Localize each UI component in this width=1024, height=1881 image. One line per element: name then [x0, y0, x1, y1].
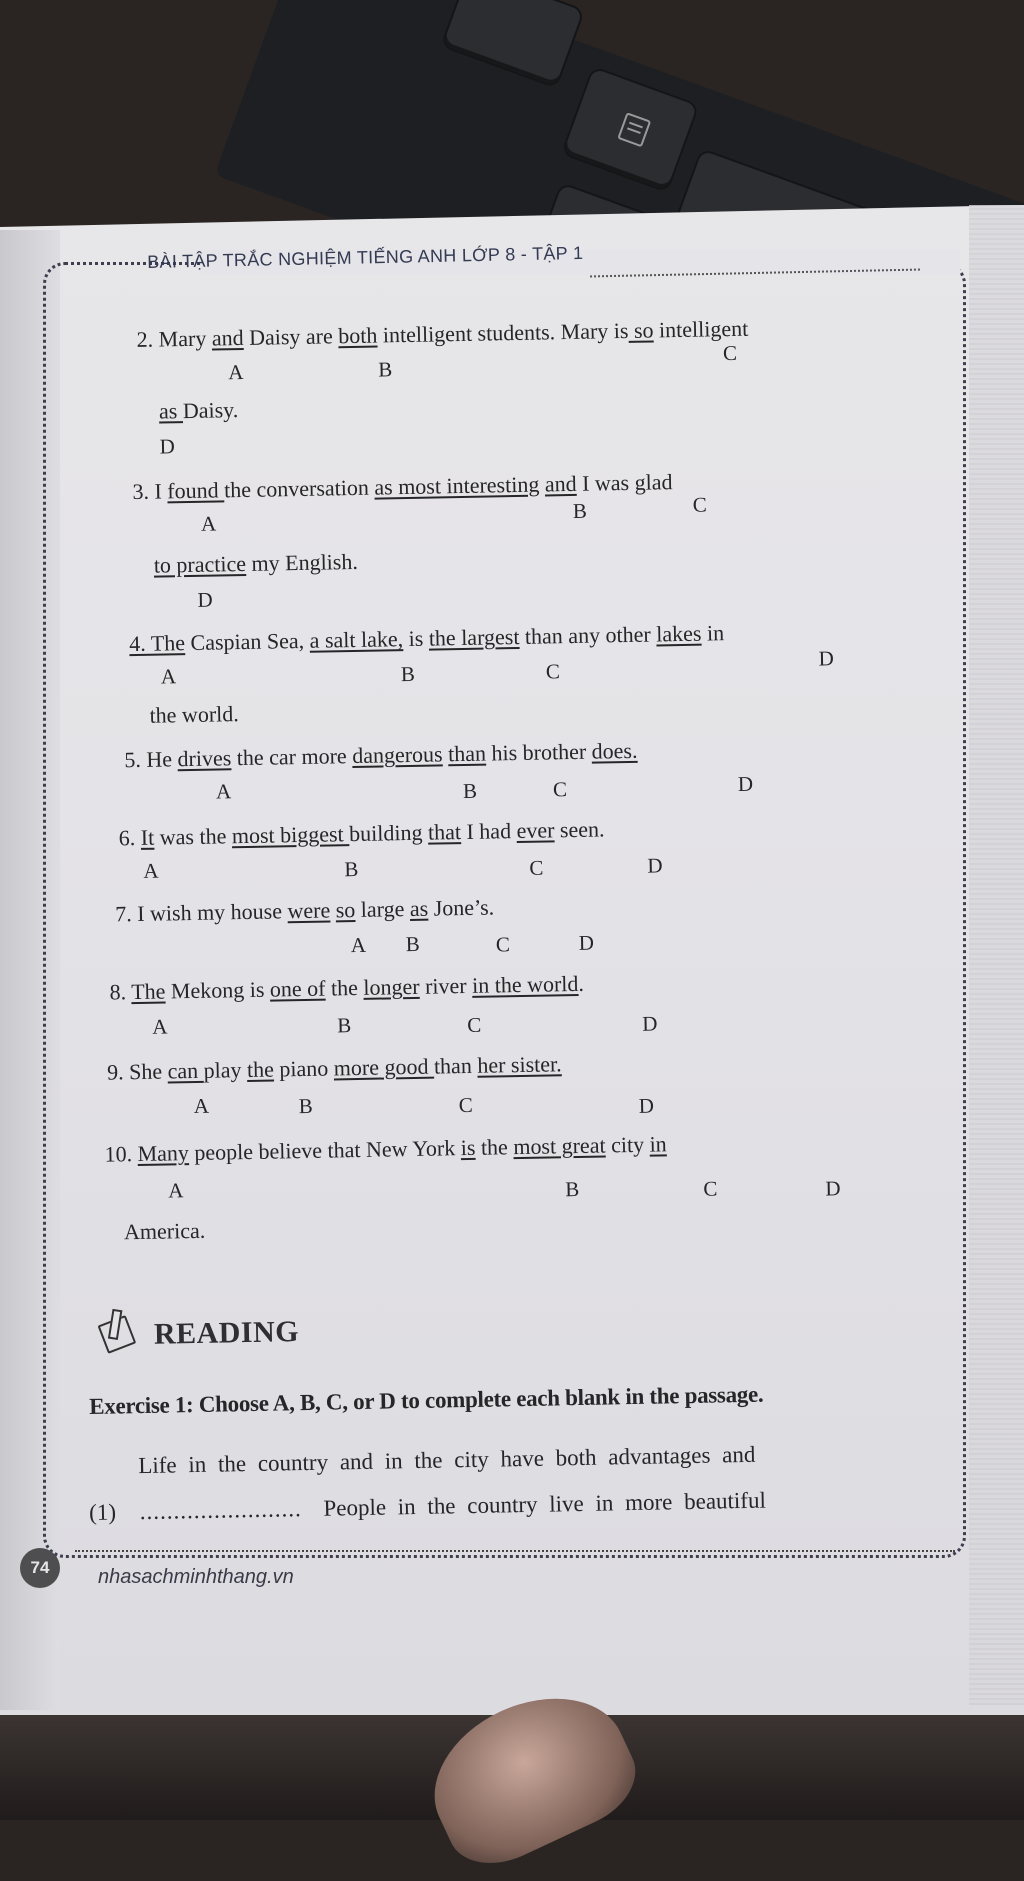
- question-10: [104, 1131, 667, 1167]
- q5-label-c: C: [552, 777, 568, 802]
- q4-label-a: A: [160, 664, 177, 689]
- q6-text: building: [348, 819, 429, 847]
- q9-option-b: the: [246, 1056, 275, 1083]
- q3-text: the conversation: [223, 474, 375, 503]
- q2-text: intelligent: [653, 315, 749, 343]
- q7-option-c: as: [409, 895, 429, 922]
- book-header: BÀI TẬP TRẮC NGHIỆM TIẾNG ANH LỚP 8 - TẬP 1: [147, 242, 584, 272]
- passage-line-1: Life in the country and in the city have both advantages and: [138, 1441, 756, 1479]
- q9-option-a: can: [167, 1057, 204, 1084]
- q4-option-d: lakes: [656, 620, 702, 647]
- blank-1: ........................: [139, 1496, 302, 1525]
- q2-text: Daisy are: [243, 323, 339, 350]
- q4-label-c: C: [545, 659, 561, 684]
- q3-text: my English.: [245, 548, 359, 576]
- q10-label-b: B: [565, 1176, 580, 1202]
- q7-text: Jone’s.: [427, 894, 495, 921]
- q4-text: the world.: [149, 701, 239, 728]
- q5-option-c: than: [447, 740, 487, 767]
- q8-option-a: The: [130, 978, 166, 1005]
- q2-option-c: so: [628, 317, 654, 343]
- q5-label-a: A: [215, 779, 232, 804]
- q4-text: in: [701, 620, 725, 646]
- q5-label-b: B: [462, 778, 478, 804]
- q3-option-b: as most interesting: [374, 471, 540, 500]
- q10-label-c: C: [703, 1176, 718, 1201]
- q2-label-a: A: [228, 359, 244, 385]
- q2-label-c: C: [722, 340, 738, 366]
- q8-label-a: A: [152, 1014, 168, 1039]
- q6-option-b: most biggest: [231, 821, 350, 849]
- q3-text: 3. I: [132, 478, 168, 505]
- q10-option-c: most great: [513, 1132, 606, 1160]
- q2-option-a: and: [211, 324, 244, 351]
- reading-heading: READING: [153, 1315, 300, 1351]
- exercise-1-instruction: Exercise 1: Choose A, B, C, or D to complete each blank in the passage.: [88, 1381, 764, 1419]
- q4-text: is: [402, 625, 430, 652]
- q3-label-d: D: [197, 587, 213, 612]
- q2-option-d: as: [158, 398, 184, 424]
- pencil-icon: [98, 1315, 137, 1354]
- question-6: [119, 816, 605, 851]
- q6-label-a: A: [143, 858, 159, 883]
- q8-text: 8.: [109, 979, 132, 1005]
- q3-option-a: found: [167, 477, 225, 504]
- q8-text: .: [578, 970, 585, 996]
- q5-option-a: drives: [177, 745, 232, 772]
- q3-text: I was glad: [576, 469, 673, 496]
- q7-option-a: were: [287, 897, 331, 924]
- q4-label-d: D: [818, 646, 835, 671]
- q5-text: the car more: [231, 743, 353, 771]
- q10-option-a: Many: [137, 1140, 190, 1167]
- q5-text: 5. He: [124, 746, 178, 773]
- q10-text: city: [605, 1131, 650, 1158]
- q3-label-a: A: [200, 511, 217, 536]
- q9-label-b: B: [298, 1093, 313, 1119]
- question-5: [124, 738, 638, 773]
- q10-option-d: in: [649, 1131, 667, 1157]
- passage-line-2: [89, 1488, 766, 1526]
- q3-label-c: C: [692, 492, 708, 517]
- q10-label-a: A: [168, 1178, 184, 1203]
- q7-option-b: so: [335, 897, 356, 923]
- q4-option-c: the largest: [428, 623, 520, 651]
- q8-label-d: D: [642, 1011, 658, 1036]
- q8-text: the: [325, 974, 364, 1001]
- q6-label-c: C: [529, 855, 544, 880]
- q2-label-b: B: [378, 357, 393, 382]
- page-number-badge: 74: [20, 1548, 60, 1588]
- footer-dotted-line: [75, 1550, 955, 1552]
- question-3-line-2: [154, 549, 359, 579]
- question-8: [109, 971, 584, 1006]
- q8-label-b: B: [337, 1013, 352, 1038]
- q9-text: than: [433, 1052, 478, 1079]
- q3-label-b: B: [572, 498, 588, 523]
- passage-text: People in the country live in more beautiful: [323, 1487, 767, 1521]
- q6-text: was the: [154, 823, 233, 850]
- q9-text: 9. She: [106, 1058, 168, 1085]
- q10-option-b: is: [460, 1134, 476, 1161]
- q9-option-d: her sister.: [477, 1051, 562, 1078]
- question-7: [115, 894, 494, 927]
- q6-text: 6.: [118, 824, 142, 851]
- q8-option-d: in the world: [471, 970, 579, 998]
- q9-option-c: more good: [333, 1053, 435, 1081]
- q7-label-c: C: [495, 932, 511, 957]
- q2-text: intelligent students. Mary is: [377, 317, 629, 348]
- q8-text: river: [419, 972, 473, 999]
- q4-text: Caspian Sea,: [184, 627, 310, 656]
- q3-option-d: to practice: [153, 550, 247, 578]
- blank-number: (1): [88, 1499, 117, 1525]
- q4-option-a: 4. The: [129, 630, 186, 657]
- q5-option-d: does.: [591, 737, 638, 764]
- q6-label-d: D: [647, 853, 663, 878]
- q3-option-c: and: [544, 470, 577, 497]
- q10-text: people believe that New York: [188, 1135, 461, 1166]
- q6-text: seen.: [554, 816, 605, 843]
- publisher-website: nhasachminhthang.vn: [98, 1566, 294, 1588]
- q6-option-d: ever: [516, 817, 555, 844]
- q4-label-b: B: [400, 661, 416, 687]
- q5-option-b: dangerous: [351, 741, 443, 769]
- q8-text: Mekong is: [165, 976, 271, 1004]
- q6-option-c: that: [427, 819, 462, 845]
- question-2: [136, 316, 748, 353]
- q9-label-a: A: [193, 1093, 210, 1119]
- q10-label-d: D: [825, 1176, 841, 1201]
- q6-text: I had: [460, 818, 517, 845]
- q10-text: 10.: [104, 1141, 138, 1167]
- q8-option-c: longer: [363, 973, 420, 1000]
- q7-label-d: D: [578, 930, 595, 955]
- q2-label-d: D: [159, 434, 176, 459]
- q9-label-c: C: [458, 1092, 473, 1118]
- q7-text: large: [355, 896, 411, 923]
- q9-text: piano: [273, 1055, 334, 1082]
- q9-text: play: [203, 1057, 248, 1083]
- q4-text: than any other: [519, 621, 657, 649]
- q2-text: Daisy.: [182, 397, 239, 424]
- q9-label-d: D: [638, 1093, 655, 1118]
- q4-option-b: a salt lake,: [309, 626, 404, 653]
- q8-option-b: one of: [269, 975, 326, 1002]
- question-9: [107, 1051, 562, 1085]
- q6-label-b: B: [344, 856, 359, 882]
- q5-label-d: D: [737, 771, 754, 796]
- q2-text: 2. Mary: [136, 325, 213, 352]
- question-2-line-2: [159, 397, 239, 424]
- q7-label-a: A: [350, 932, 367, 958]
- question-4: [129, 620, 724, 657]
- q8-label-c: C: [467, 1012, 482, 1037]
- q2-option-b: both: [338, 322, 378, 349]
- question-10-line-2: [124, 1218, 206, 1245]
- question-3: [132, 469, 673, 505]
- q7-text: 7. I wish my house: [114, 898, 288, 927]
- question-4-line-2: [149, 701, 239, 729]
- q10-text: America.: [123, 1217, 206, 1245]
- q10-text: the: [475, 1134, 514, 1160]
- q5-text: his brother: [485, 738, 592, 766]
- q7-label-b: B: [405, 931, 421, 957]
- q6-option-a: It: [140, 824, 155, 850]
